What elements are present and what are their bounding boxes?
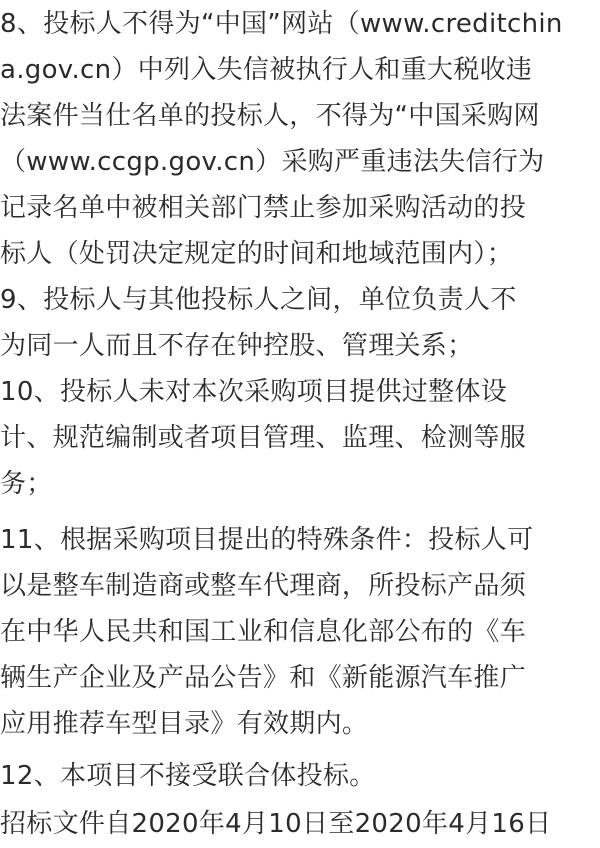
- text-line: 12、本项目不接受联合体投标。: [0, 761, 376, 791]
- text-line: 招标文件自2020年4月10日至2020年4月16日: [0, 809, 552, 839]
- text-line: 法案件当仕名单的投标人，不得为“中国采购网: [0, 101, 540, 131]
- text-line: 9、投标人与其他投标人之间，单位负责人不: [0, 285, 517, 315]
- text-line: 10、投标人未对本次采购项目提供过整体设: [0, 377, 508, 407]
- text-line: 在中华人民共和国工业和信息化部公布的《车: [0, 617, 527, 647]
- text-line: 为同一人而且不存在钟控股、管理关系；: [0, 331, 474, 361]
- text-line: 11、根据采购项目提出的特殊条件：投标人可: [0, 525, 534, 555]
- text-line: 务；: [0, 469, 53, 499]
- text-line: （www.ccgp.gov.cn）采购严重违法失信行为: [0, 147, 545, 177]
- text-line: 标人（处罚决定规定的时间和地域范围内）；: [0, 239, 514, 269]
- text-line: 应用推荐车型目录》有效期内。: [0, 709, 369, 739]
- text-line: 计、规范编制或者项目管理、监理、检测等服: [0, 423, 527, 453]
- text-line: 记录名单中被相关部门禁止参加采购活动的投: [0, 193, 527, 223]
- text-line: 辆生产企业及产品公告》和《新能源汽车推广: [0, 663, 527, 693]
- text-line: a.gov.cn）中列入失信被执行人和重大税收违: [0, 55, 533, 85]
- text-line: 8、投标人不得为“中国”网站（www.creditchin: [0, 9, 563, 39]
- text-line: 以是整车制造商或整车代理商，所投标产品须: [0, 571, 527, 601]
